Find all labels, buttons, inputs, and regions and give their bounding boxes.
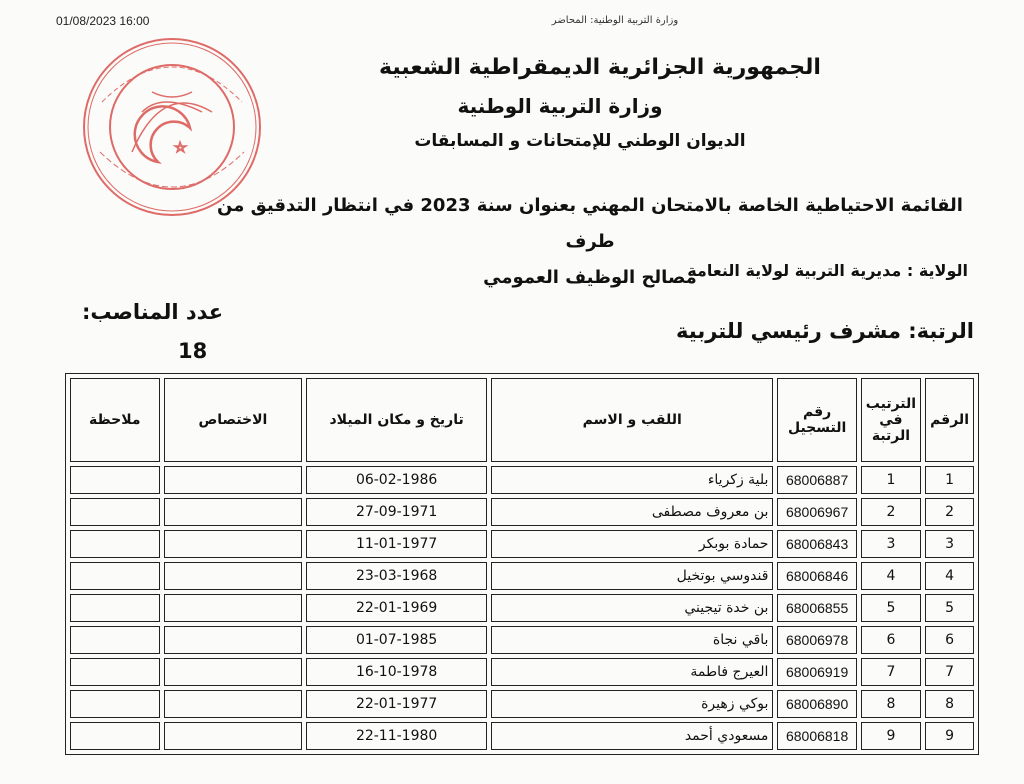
title-line-2: مصالح الوظيف العمومي [483,267,697,288]
cell-rank: 4 [861,562,921,590]
cell-birth: 23-03-1968 [306,562,487,590]
cell-note [70,690,160,718]
cell-reg: 68006846 [777,562,856,590]
table-row [70,658,974,686]
cell-num: 1 [925,466,974,494]
cell-spec [164,562,303,590]
cell-name: بلية زكرياء [491,466,773,494]
cell-rank: 8 [861,690,921,718]
cell-note [70,498,160,526]
cell-spec [164,722,303,750]
candidates-table [65,373,979,755]
cell-note [70,594,160,622]
cell-name: مسعودي أحمد [491,722,773,750]
cell-note [70,722,160,750]
cell-rank: 5 [861,594,921,622]
cell-num: 4 [925,562,974,590]
cell-name: بن خدة تيجيني [491,594,773,622]
cell-reg: 68006855 [777,594,856,622]
cell-num: 7 [925,658,974,686]
positions-label: عدد المناصب: [82,300,224,324]
cell-spec [164,690,303,718]
cell-note [70,562,160,590]
cell-reg: 68006887 [777,466,856,494]
col-header-spec: الاختصاص [164,378,303,462]
cell-name: العيرج فاطمة [491,658,773,686]
cell-rank: 3 [861,530,921,558]
col-header-reg: رقم التسجيل [777,378,856,462]
cell-birth: 01-07-1985 [306,626,487,654]
cell-birth: 16-10-1978 [306,658,487,686]
table-row [70,594,974,622]
table-row [70,562,974,590]
cell-rank: 9 [861,722,921,750]
cell-spec [164,466,303,494]
cell-num: 9 [925,722,974,750]
cell-reg: 68006818 [777,722,856,750]
cell-name: حمادة بوبكر [491,530,773,558]
cell-name: قندوسي بوتخيل [491,562,773,590]
positions-count: 18 [178,339,208,363]
table-row [70,626,974,654]
cell-birth: 22-11-1980 [306,722,487,750]
cell-rank: 6 [861,626,921,654]
cell-birth: 22-01-1969 [306,594,487,622]
cell-num: 8 [925,690,974,718]
cell-note [70,658,160,686]
col-header-rank: الترتيب في الرتبة [861,378,921,462]
cell-birth: 11-01-1977 [306,530,487,558]
col-header-note: ملاحظة [70,378,160,462]
cell-num: 3 [925,530,974,558]
cell-reg: 68006919 [777,658,856,686]
cell-spec [164,626,303,654]
cell-num: 2 [925,498,974,526]
table-row [70,722,974,750]
cell-note [70,466,160,494]
cell-name: بوكي زهيرة [491,690,773,718]
table-row [70,690,974,718]
cell-spec [164,498,303,526]
ministry-heading: وزارة التربية الوطنية [457,94,663,118]
cell-birth: 06-02-1986 [306,466,487,494]
cell-num: 6 [925,626,974,654]
cell-name: بن معروف مصطفى [491,498,773,526]
table-row [70,498,974,526]
cell-spec [164,530,303,558]
cell-spec [164,594,303,622]
cell-note [70,530,160,558]
title-line-1: القائمة الاحتياطية الخاصة بالامتحان المهني بعنوان سنة 2023 في انتظار التدقيق من طرف [217,195,963,252]
col-header-name: اللقب و الاسم [491,378,773,462]
cell-rank: 2 [861,498,921,526]
cell-num: 5 [925,594,974,622]
cell-spec [164,658,303,686]
rank-label: الرتبة: مشرف رئيسي للتربية [676,319,974,343]
cell-rank: 7 [861,658,921,686]
cell-reg: 68006843 [777,530,856,558]
cell-birth: 27-09-1971 [306,498,487,526]
cell-reg: 68006967 [777,498,856,526]
republic-heading: الجمهورية الجزائرية الديمقراطية الشعبية [379,55,821,80]
cell-note [70,626,160,654]
cell-reg: 68006978 [777,626,856,654]
print-header: وزارة التربية الوطنية: المحاضر [551,15,679,26]
wilaya-label: الولاية : مديرية التربية لولاية النعامة [687,261,968,280]
col-header-birth: تاريخ و مكان الميلاد [306,378,487,462]
cell-reg: 68006890 [777,690,856,718]
print-timestamp: 01/08/2023 16:00 [56,14,150,28]
cell-birth: 22-01-1977 [306,690,487,718]
table-row [70,466,974,494]
table-header-row [70,378,974,462]
cell-name: باقي نجاة [491,626,773,654]
office-heading: الديوان الوطني للإمتحانات و المسابقات [414,131,746,151]
cell-rank: 1 [861,466,921,494]
col-header-num: الرقم [925,378,974,462]
table-row [70,530,974,558]
